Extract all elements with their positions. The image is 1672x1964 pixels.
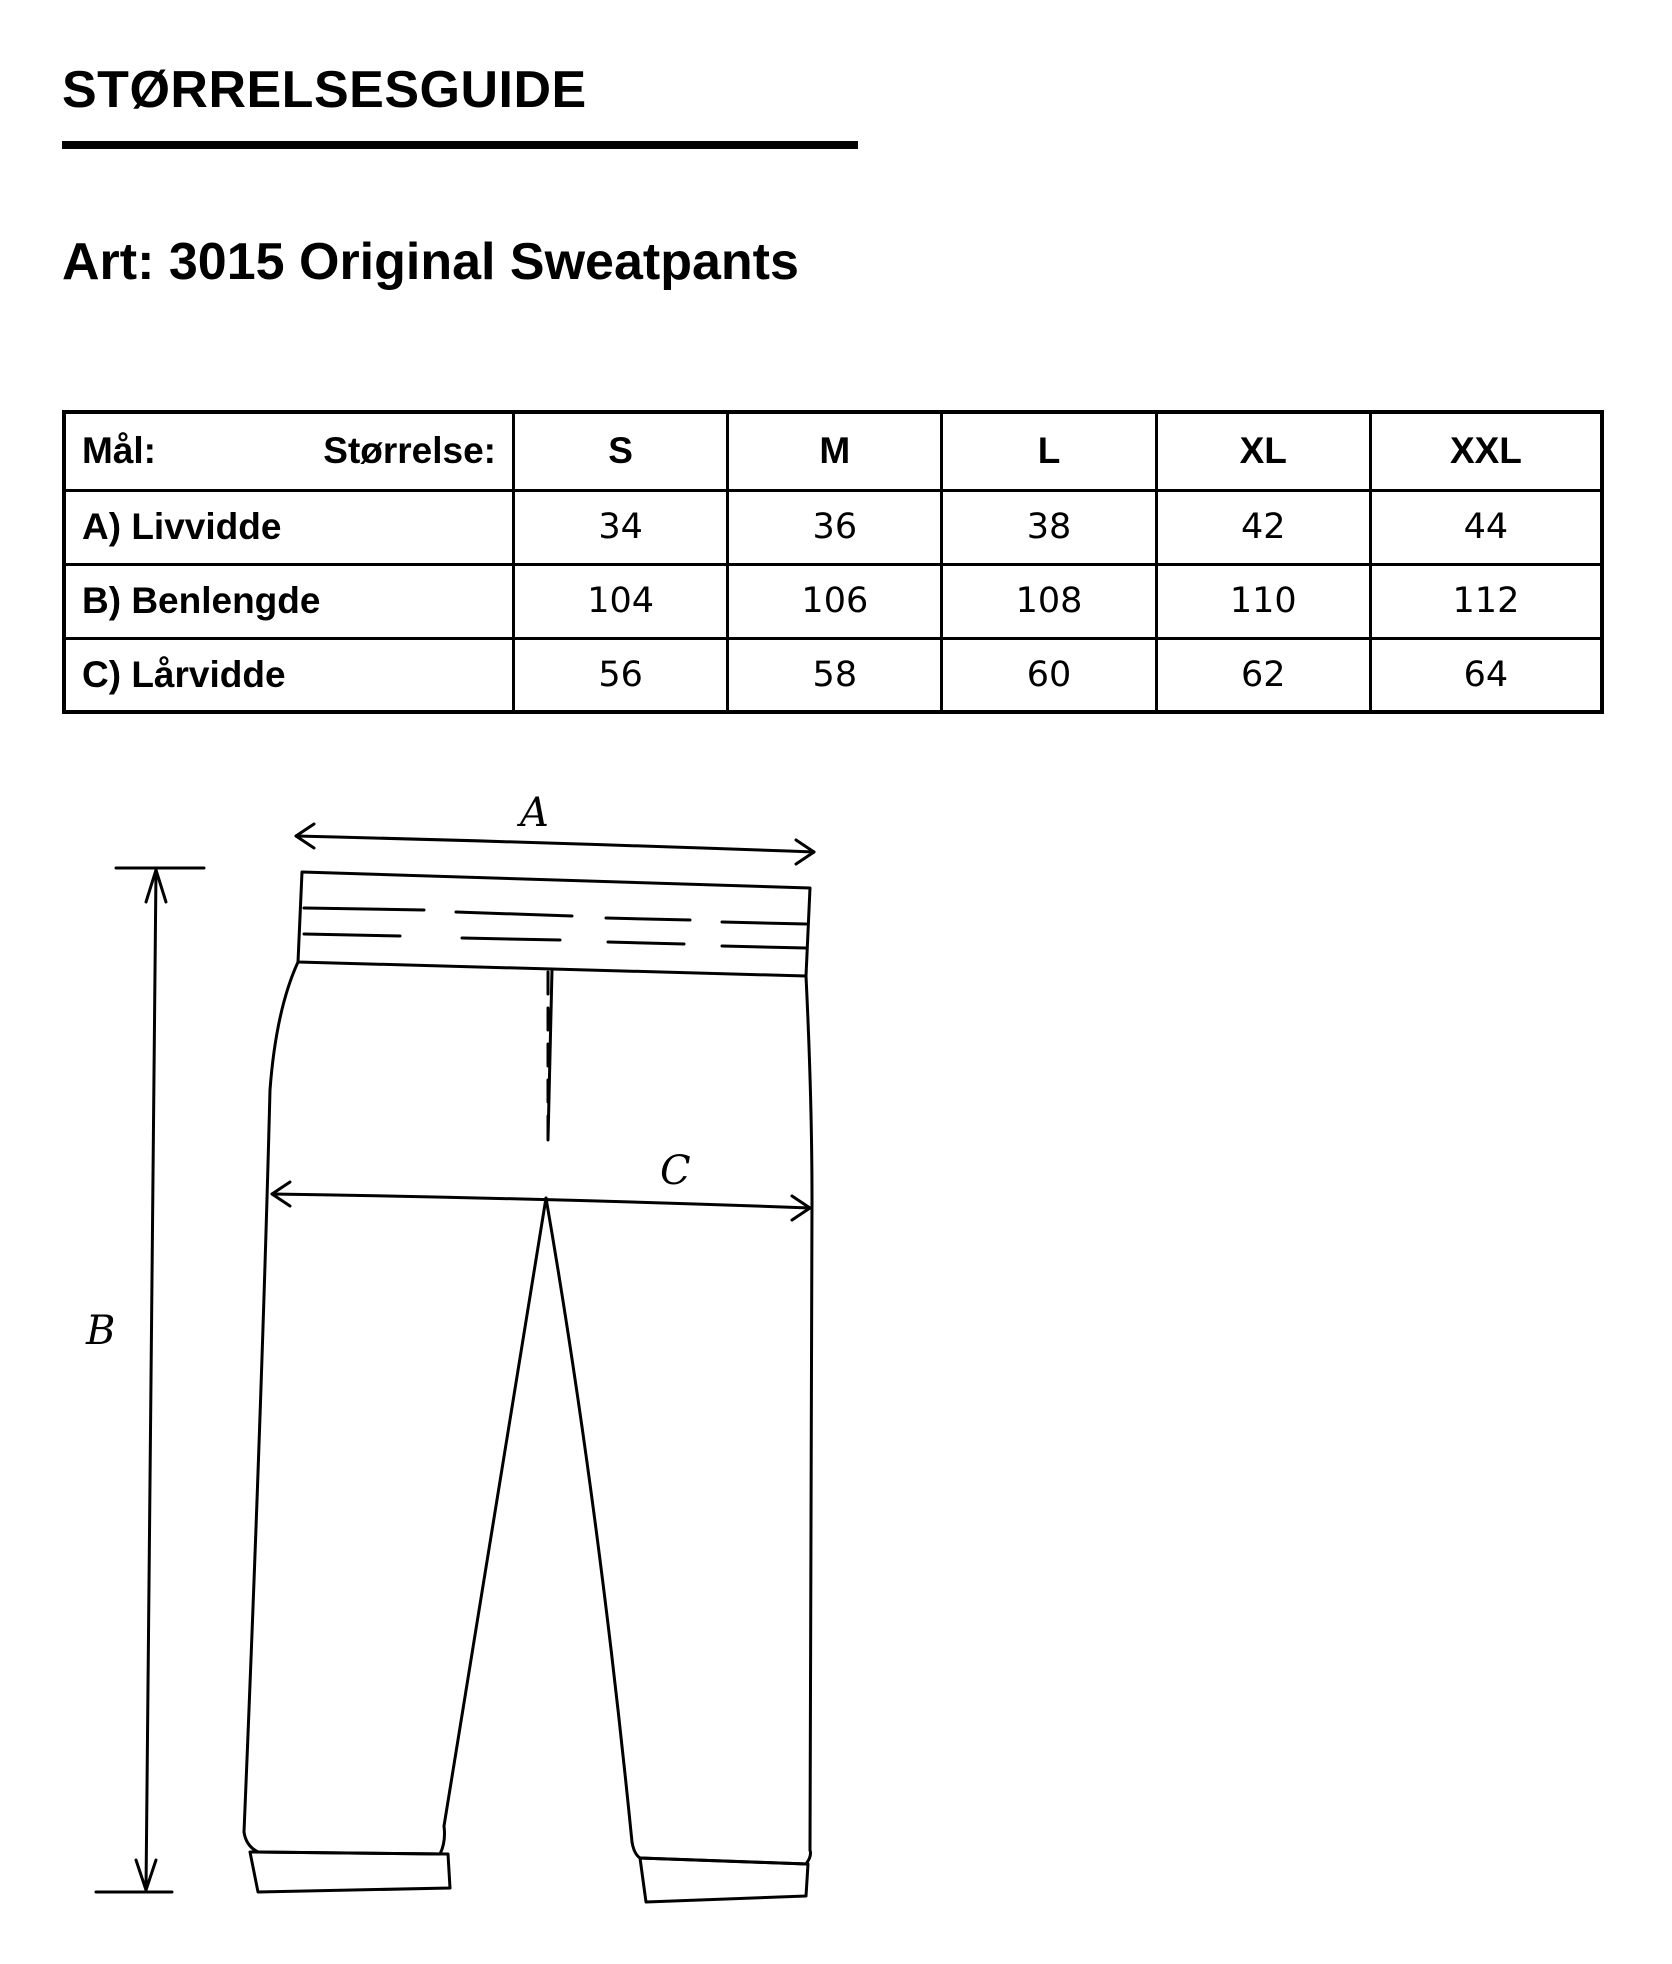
- table-cell: 60: [942, 638, 1156, 712]
- label-a: A: [520, 790, 549, 836]
- size-table: [62, 410, 1604, 714]
- row-label: C) Lårvidde: [64, 638, 514, 712]
- table-cell: 106: [728, 564, 942, 638]
- table-cell: 112: [1370, 564, 1602, 638]
- measure-b-arrow: [96, 868, 204, 1892]
- page-title: STØRRELSESGUIDE: [62, 61, 587, 119]
- table-cell: 64: [1370, 638, 1602, 712]
- table-cell: 42: [1156, 490, 1370, 564]
- table-cell: 108: [942, 564, 1156, 638]
- article-title: Art: 3015 Original Sweatpants: [62, 233, 799, 291]
- table-row-larvidde: [64, 638, 1602, 712]
- size-header-row: [64, 412, 1602, 490]
- table-cell: 62: [1156, 638, 1370, 712]
- table-row-benlengde: [64, 564, 1602, 638]
- size-col-xl: XL: [1156, 412, 1370, 490]
- table-cell: 38: [942, 490, 1156, 564]
- cuffs: [250, 1852, 808, 1902]
- table-cell: 36: [728, 490, 942, 564]
- waistband: [298, 872, 810, 976]
- table-cell: 110: [1156, 564, 1370, 638]
- row-label: A) Livvidde: [64, 490, 514, 564]
- table-cell: 56: [514, 638, 728, 712]
- label-c: C: [660, 1148, 691, 1194]
- corner-header-cell: [64, 412, 514, 490]
- size-header: Størrelse:: [323, 430, 496, 472]
- measure-header: Mål:: [82, 430, 156, 472]
- sweatpants-sketch: [0, 760, 900, 1940]
- table-cell: 44: [1370, 490, 1602, 564]
- measure-c-arrow: [272, 1182, 810, 1220]
- pants-outline: [244, 962, 812, 1864]
- measure-a-arrow: [296, 824, 814, 864]
- table-row-livvidde: [64, 490, 1602, 564]
- table-cell: 104: [514, 564, 728, 638]
- row-label: B) Benlengde: [64, 564, 514, 638]
- table-cell: 34: [514, 490, 728, 564]
- title-underline: [62, 141, 858, 149]
- size-col-l: L: [942, 412, 1156, 490]
- size-col-m: M: [728, 412, 942, 490]
- size-col-s: S: [514, 412, 728, 490]
- size-col-xxl: XXL: [1370, 412, 1602, 490]
- label-b: B: [86, 1308, 116, 1354]
- table-cell: 58: [728, 638, 942, 712]
